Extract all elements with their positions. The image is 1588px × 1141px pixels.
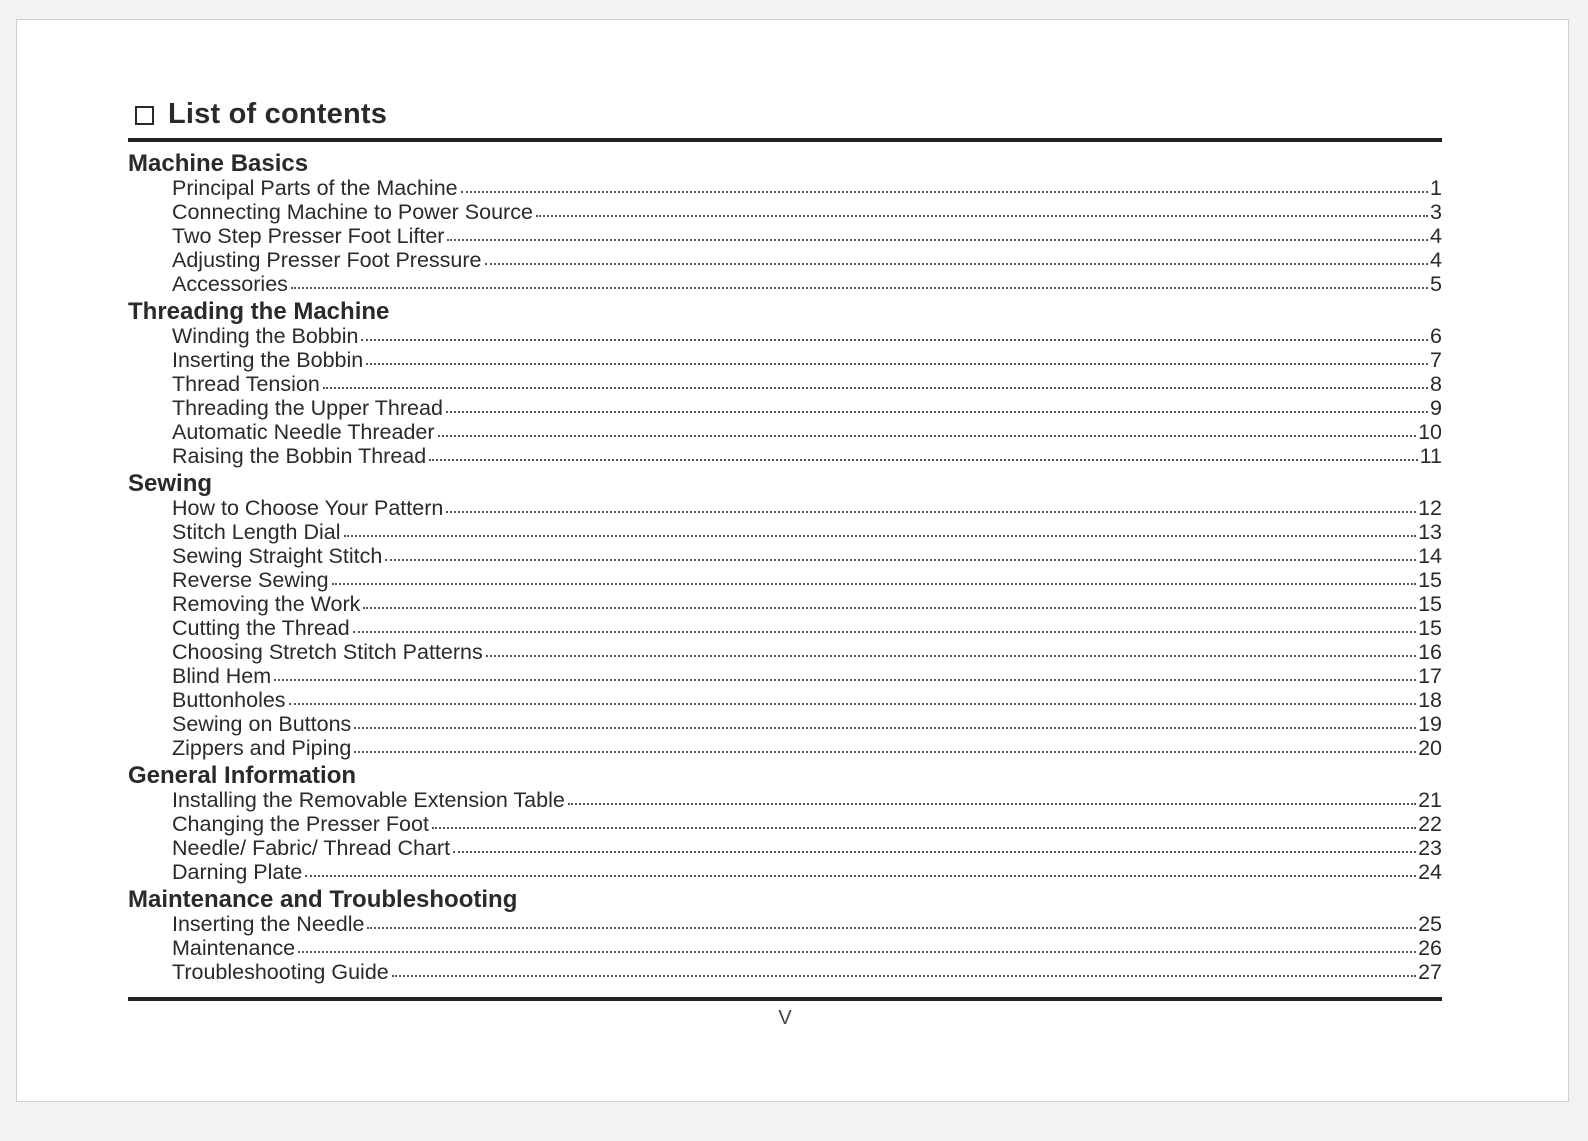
toc-entry: [128, 568, 1442, 592]
dot-leader: [385, 559, 1416, 561]
toc-entry: [128, 616, 1442, 640]
section-heading: Maintenance and Troubleshooting: [128, 886, 518, 913]
dot-leader: [332, 583, 1417, 585]
entry-page-number: 13: [1418, 520, 1442, 544]
entry-title: How to Choose Your Pattern: [172, 496, 444, 520]
toc-entry: [128, 912, 1442, 936]
entry-title: Adjusting Presser Foot Pressure: [172, 248, 482, 272]
dot-leader: [392, 975, 1416, 977]
page-content: [128, 94, 1442, 1030]
toc-entry: [128, 420, 1442, 444]
page-title: List of contents: [168, 97, 388, 130]
entry-page-number: 20: [1418, 736, 1442, 760]
entry-page-number: 18: [1418, 688, 1442, 712]
entry-title: Buttonholes: [172, 688, 286, 712]
entry-page-number: 8: [1430, 372, 1442, 396]
section-heading: Machine Basics: [128, 150, 309, 177]
dot-leader: [453, 851, 1416, 853]
toc-entry: [128, 444, 1442, 468]
entry-page-number: 27: [1418, 960, 1442, 984]
entry-page-number: 14: [1418, 544, 1442, 568]
entry-title: Choosing Stretch Stitch Patterns: [172, 640, 483, 664]
entry-title: Automatic Needle Threader: [172, 420, 435, 444]
dot-leader: [367, 927, 1416, 929]
toc-entry: [128, 544, 1442, 568]
toc-entry: [128, 640, 1442, 664]
toc-entry: [128, 396, 1442, 420]
toc-entry: [128, 496, 1442, 520]
entry-title: Removing the Work: [172, 592, 361, 616]
dot-leader: [366, 363, 1428, 365]
dot-leader: [447, 239, 1428, 241]
dot-leader: [429, 459, 1417, 461]
entry-page-number: 4: [1430, 248, 1442, 272]
toc-entry: [128, 592, 1442, 616]
section-heading: Threading the Machine: [128, 298, 390, 325]
entry-title: Zippers and Piping: [172, 736, 352, 760]
entry-page-number: 25: [1418, 912, 1442, 936]
entry-page-number: 15: [1418, 568, 1442, 592]
dot-leader: [438, 435, 1417, 437]
toc-entry: [128, 324, 1442, 348]
entry-page-number: 17: [1418, 664, 1442, 688]
entry-title: Installing the Removable Extension Table: [172, 788, 565, 812]
entry-page-number: 9: [1430, 396, 1442, 420]
toc-entry: [128, 688, 1442, 712]
toc-entry: [128, 272, 1442, 296]
dot-leader: [536, 215, 1428, 217]
dot-leader: [344, 535, 1417, 537]
dot-leader: [432, 827, 1416, 829]
entry-title: Sewing on Buttons: [172, 712, 352, 736]
entry-page-number: 12: [1418, 496, 1442, 520]
toc-section: [128, 764, 1442, 884]
entry-title: Troubleshooting Guide: [172, 960, 389, 984]
toc-entry: [128, 200, 1442, 224]
entry-title: Accessories: [172, 272, 288, 296]
dot-leader: [486, 655, 1416, 657]
entry-title: Winding the Bobbin: [172, 324, 359, 348]
entry-page-number: 15: [1418, 616, 1442, 640]
toc-entry: [128, 520, 1442, 544]
dot-leader: [289, 703, 1417, 705]
toc-entry: [128, 248, 1442, 272]
toc-section: [128, 888, 1442, 984]
table-of-contents: [128, 152, 1442, 984]
dot-leader: [568, 803, 1416, 805]
entry-title: Maintenance: [172, 936, 296, 960]
entry-page-number: 23: [1418, 836, 1442, 860]
entry-page-number: 24: [1418, 860, 1442, 884]
entry-page-number: 1: [1430, 176, 1442, 200]
entry-title: Stitch Length Dial: [172, 520, 341, 544]
dot-leader: [363, 607, 1416, 609]
toc-section: [128, 472, 1442, 760]
dot-leader: [305, 875, 1416, 877]
toc-entry: [128, 836, 1442, 860]
title-row: [128, 94, 1442, 134]
entry-title: Reverse Sewing: [172, 568, 329, 592]
toc-section: [128, 152, 1442, 296]
entry-page-number: 22: [1418, 812, 1442, 836]
entry-title: Raising the Bobbin Thread: [172, 444, 427, 468]
dot-leader: [354, 727, 1416, 729]
entry-title: Two Step Presser Foot Lifter: [172, 224, 445, 248]
toc-entry: [128, 960, 1442, 984]
entry-page-number: 4: [1430, 224, 1442, 248]
entry-title: Principal Parts of the Machine: [172, 176, 458, 200]
document-page: [16, 19, 1569, 1102]
entry-title: Cutting the Thread: [172, 616, 350, 640]
entry-page-number: 7: [1430, 348, 1442, 372]
dot-leader: [446, 411, 1428, 413]
entry-title: Blind Hem: [172, 664, 272, 688]
bottom-rule: [128, 997, 1442, 1001]
toc-entry: [128, 788, 1442, 812]
entry-title: Connecting Machine to Power Source: [172, 200, 533, 224]
dot-leader: [291, 287, 1428, 289]
top-rule: [128, 138, 1442, 142]
toc-entry: [128, 176, 1442, 200]
dot-leader: [361, 339, 1428, 341]
entry-page-number: 19: [1418, 712, 1442, 736]
dot-leader: [298, 951, 1416, 953]
toc-entry: [128, 224, 1442, 248]
entry-page-number: 6: [1430, 324, 1442, 348]
toc-section: [128, 300, 1442, 468]
dot-leader: [461, 191, 1428, 193]
entry-page-number: 26: [1418, 936, 1442, 960]
toc-entry: [128, 348, 1442, 372]
page-number: V: [778, 1007, 792, 1029]
entry-page-number: 16: [1418, 640, 1442, 664]
toc-entry: [128, 812, 1442, 836]
dot-leader: [446, 511, 1416, 513]
section-heading: General Information: [128, 762, 357, 789]
entry-title: Darning Plate: [172, 860, 303, 884]
entry-page-number: 10: [1418, 420, 1442, 444]
dot-leader: [485, 263, 1429, 265]
entry-page-number: 11: [1419, 444, 1442, 468]
entry-title: Threading the Upper Thread: [172, 396, 443, 420]
entry-page-number: 21: [1418, 788, 1442, 812]
toc-entry: [128, 372, 1442, 396]
dot-leader: [353, 631, 1416, 633]
checkbox-icon: [135, 106, 154, 125]
entry-title: Needle/ Fabric/ Thread Chart: [172, 836, 451, 860]
toc-entry: [128, 736, 1442, 760]
entry-title: Changing the Presser Foot: [172, 812, 429, 836]
toc-entry: [128, 860, 1442, 884]
dot-leader: [354, 751, 1416, 753]
entry-page-number: 5: [1430, 272, 1442, 296]
dot-leader: [323, 387, 1428, 389]
entry-page-number: 3: [1430, 200, 1442, 224]
section-heading: Sewing: [128, 470, 213, 497]
entry-title: Sewing Straight Stitch: [172, 544, 383, 568]
dot-leader: [274, 679, 1416, 681]
entry-title: Inserting the Bobbin: [172, 348, 364, 372]
entry-title: Thread Tension: [172, 372, 320, 396]
entry-page-number: 15: [1418, 592, 1442, 616]
toc-entry: [128, 712, 1442, 736]
entry-title: Inserting the Needle: [172, 912, 365, 936]
toc-entry: [128, 664, 1442, 688]
toc-entry: [128, 936, 1442, 960]
